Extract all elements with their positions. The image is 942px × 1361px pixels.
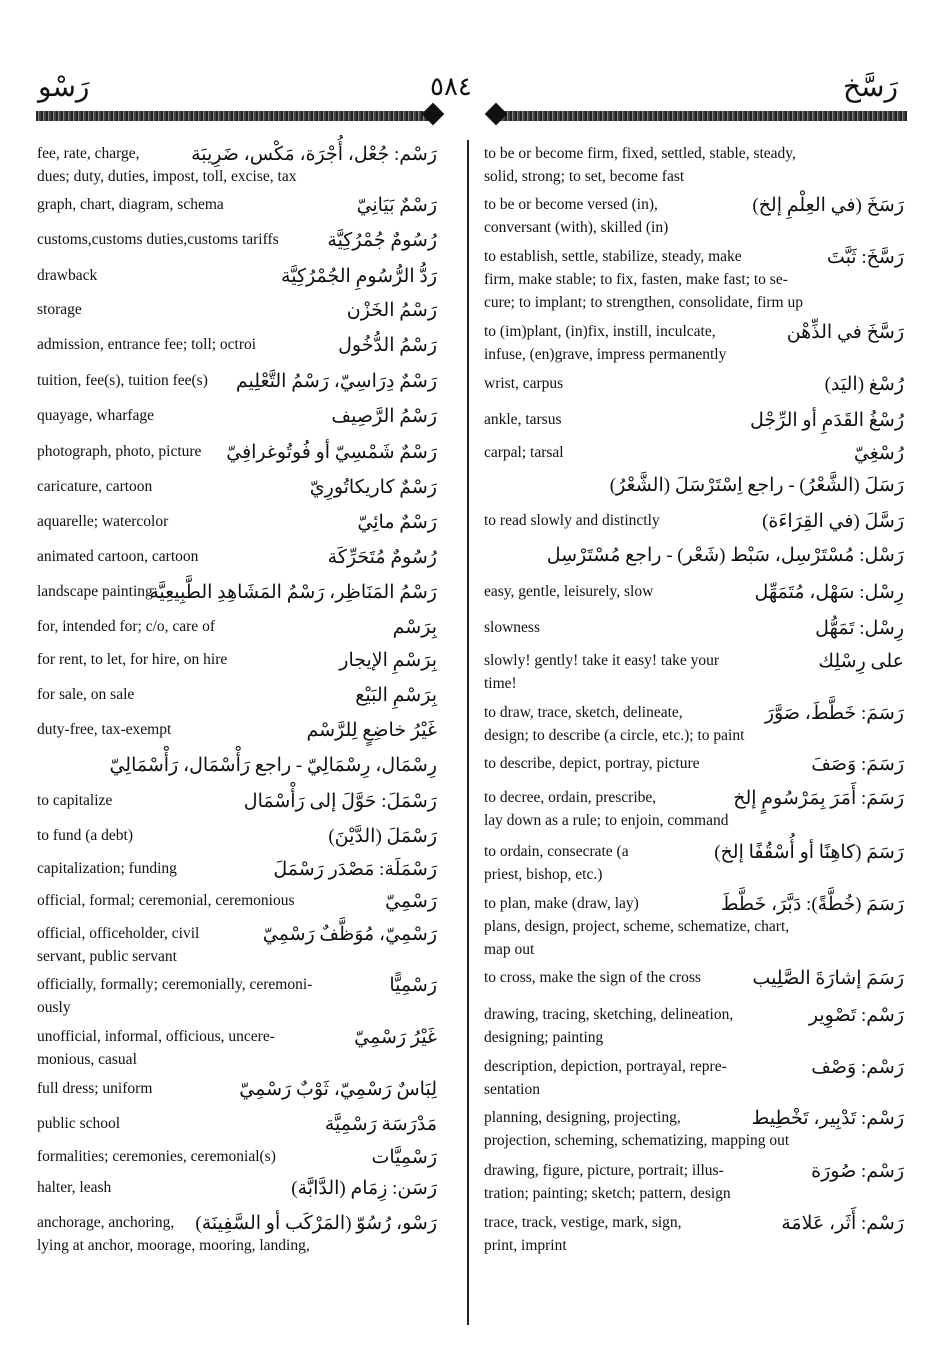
entry-english: drawing, figure, picture, portrait; illus- tration; painting; sketch; pattern, design	[484, 1162, 731, 1202]
entry-arabic: رَسْم: صُورَة	[811, 1161, 904, 1182]
entry-english: graph, chart, diagram, schema	[37, 196, 224, 213]
entry-english: capitalization; funding	[37, 860, 177, 877]
entry-english: carpal; tarsal	[484, 444, 564, 461]
entry-arabic: رَسْمَلَة: مَصْدَر رَسْمَلَ	[273, 859, 437, 880]
entry-english: to plan, make (draw, lay) plans, design, project, scheme, schematize, chart, map out	[484, 895, 790, 958]
entry-arabic: رُسْغِيّ	[853, 443, 904, 464]
entry-arabic: رُسُومٌ مُتَحَرِّكَة	[327, 547, 437, 568]
entry-english: halter, leash	[37, 1179, 112, 1196]
entry-english: slowness	[484, 619, 540, 636]
entry-arabic: بِرَسْم	[392, 617, 437, 638]
entry-arabic: رَسْمَلَ: حَوَّلَ إلى رَأْسْمَال	[243, 791, 437, 812]
entry-arabic: مَدْرَسَة رَسْمِيَّة	[324, 1114, 437, 1135]
entry-arabic: رَسْم: جُعْل، أُجْرَة، مَكْس، ضَرِيبَة	[191, 144, 437, 165]
entry-english: to capitalize	[37, 792, 113, 809]
entry-english: photograph, photo, picture	[37, 443, 202, 460]
entry-arabic: رَسْمٌ بَيَانِيّ	[356, 195, 437, 216]
entry-english: officially, formally; ceremonially, ceremoni- ously	[37, 976, 313, 1016]
entry-english: storage	[37, 301, 82, 318]
entry-arabic: رَسَمَ: خَطَّطَ، صَوَّرَ	[764, 703, 904, 724]
entry-english: anchorage, anchoring, lying at anchor, moorage, mooring, landing,	[37, 1214, 310, 1254]
entry-arabic: رَسْم: أَثَر، عَلامَة	[781, 1213, 904, 1234]
header-diamond-left	[422, 103, 445, 126]
entry-english: description, depiction, portrayal, repre- sentation	[484, 1058, 727, 1098]
entry-english: admission, entrance fee; toll; octroi	[37, 336, 257, 353]
entry-arabic: رَسْل: مُسْتَرْسِل، سَبْط (شَعْر) - راجع مُسْتَرْسِل	[546, 545, 904, 566]
entry-arabic: رَسْمُ الرَّصِيف	[331, 406, 437, 427]
entry-arabic: لِبَاسٌ رَسْمِيّ، ثَوْبٌ رَسْمِيّ	[239, 1079, 437, 1100]
entry-arabic: رِسْل: سَهْل، مُتَمَهِّل	[754, 582, 904, 603]
entry-english: full dress; uniform	[37, 1080, 153, 1097]
entry-arabic: رُسْغُ القَدَمِ أو الرِّجْل	[749, 410, 904, 431]
entry-arabic: رَسْمِيّ	[385, 891, 437, 912]
entry-english: wrist, carpus	[484, 375, 564, 392]
entry-arabic: رَسْمِيّ، مُوَظَّفٌ رَسْمِيّ	[262, 924, 437, 945]
entry-english: to establish, settle, stabilize, steady, make firm, make stable; to fix, fasten, make fast; to se- cure; to implant; to strengthen, consolidate, firm up	[484, 248, 803, 311]
entry-arabic: بِرَسْمِ البَيْع	[355, 685, 437, 706]
entry-arabic: رَسَمَ: أَمَرَ بِمَرْسُومٍ إلخ	[733, 788, 904, 809]
header-guide-word-left: رَسْو	[38, 72, 90, 103]
entry-arabic: رَسْم: تَصْوِير	[808, 1005, 904, 1026]
page-number: ٥٨٤	[430, 72, 472, 101]
entry-arabic: رَسَّخَ في الذِّهْن	[786, 322, 904, 343]
entry-english: to cross, make the sign of the cross	[484, 969, 701, 986]
entry-arabic: رَسْمُ الخَزْن	[346, 300, 437, 321]
entry-english: landscape painting	[37, 583, 153, 600]
entry-english: drawback	[37, 267, 98, 284]
entry-arabic: رُسْغ (اليَد)	[824, 374, 904, 395]
entry-arabic: رَسْمِيَّات	[371, 1147, 437, 1168]
entry-english: formalities; ceremonies, ceremonial(s)	[37, 1148, 276, 1165]
entry-english: for sale, on sale	[37, 686, 135, 703]
entry-arabic: رَسَمَ إشارَةَ الصَّلِيب	[752, 968, 904, 989]
entry-arabic: رَسْمٌ شَمْسِيّ أو فُوتُوغرافِيّ	[226, 442, 437, 463]
entry-english: to be or become versed (in), conversant (with), skilled (in)	[484, 196, 669, 236]
entry-arabic: رَسَلَ (الشَّعْرُ) - راجع اِسْتَرْسَلَ (الشَّعْرُ)	[609, 475, 904, 496]
entry-arabic: رَسَّخَ: ثَبَّتَ	[826, 247, 904, 268]
entry-english: planning, designing, projecting, projection, scheming, schematizing, mapping out	[484, 1109, 790, 1149]
entry-arabic: رَسْو، رُسُوّ (المَرْكَب أو السَّفِينَة)	[195, 1213, 437, 1234]
entry-english: tuition, fee(s), tuition fee(s)	[37, 372, 208, 389]
entry-english: fee, rate, charge, dues; duty, duties, impost, toll, excise, tax	[37, 145, 297, 185]
entry-english: official, formal; ceremonial, ceremonious	[37, 892, 295, 909]
entry-english: to draw, trace, sketch, delineate, design; to describe (a circle, etc.); to paint	[484, 704, 745, 744]
entry-english: caricature, cartoon	[37, 478, 153, 495]
entry-arabic: رَسْمَلَ (الدَّيْنَ)	[328, 826, 437, 847]
entry-arabic: رِسْمَال، رِسْمَالِيّ - راجع رَأْسْمَال، رَأْسْمَالِيّ	[109, 755, 437, 776]
header-guide-word-right: رَسَّخ	[842, 72, 898, 103]
header-diamond-right	[485, 103, 508, 126]
entry-arabic: رَسَمَ (خُطَّةً): دَبَّرَ، خَطَّطَ	[720, 894, 904, 915]
entry-english: quayage, wharfage	[37, 407, 155, 424]
entry-english: unofficial, informal, officious, uncere- monious, casual	[37, 1028, 275, 1068]
entry-arabic: رَسْمُ المَنَاظِر، رَسْمُ المَشَاهِدِ الطَّبِيعِيَّة	[149, 582, 437, 603]
entry-english: easy, gentle, leisurely, slow	[484, 583, 654, 600]
entry-arabic: رُسُومٌ جُمْرُكِيَّة	[327, 230, 437, 251]
entry-english: slowly! gently! take it easy! take your time!	[484, 652, 720, 692]
entry-english: to decree, ordain, prescribe, lay down as a rule; to enjoin, command	[484, 789, 729, 829]
entry-arabic: غَيْرُ رَسْمِيّ	[354, 1027, 437, 1048]
entry-english: for rent, to let, for hire, on hire	[37, 651, 228, 668]
entry-arabic: رَسْمٌ دِرَاسِيّ، رَسْمُ التَّعْلِيم	[235, 371, 437, 392]
entry-english: trace, track, vestige, mark, sign, print, imprint	[484, 1214, 682, 1254]
entry-arabic: غَيْرُ خاضِعٍ لِلرَّسْم	[306, 720, 437, 741]
entry-arabic: على رِسْلِك	[818, 651, 904, 672]
entry-english: for, intended for; c/o, care of	[37, 618, 215, 635]
entry-english: aquarelle; watercolor	[37, 513, 169, 530]
entry-english: to fund (a debt)	[37, 827, 133, 844]
entry-english: ankle, tarsus	[484, 411, 562, 428]
entry-english: to (im)plant, (in)fix, instill, inculcate, infuse, (en)grave, impress permanently	[484, 323, 727, 363]
entry-arabic: رَسْم: تَدْبِير، تَخْطِيط	[751, 1108, 904, 1129]
entry-arabic: رَسَن: زِمَام (الدَّابَّة)	[291, 1178, 437, 1199]
entry-english: duty-free, tax-exempt	[37, 721, 172, 738]
entry-english: public school	[37, 1115, 121, 1132]
entry-arabic: رَسَخَ (في العِلْمِ إلخ)	[752, 195, 904, 216]
entry-english: to ordain, consecrate (a priest, bishop, etc.)	[484, 843, 629, 883]
entry-arabic: رِسْل: تَمَهُّل	[815, 618, 904, 639]
entry-arabic: رَدُّ الرُّسُومِ الجُمْرُكِيَّة	[281, 266, 437, 287]
entry-english: to describe, depict, portray, picture	[484, 755, 700, 772]
header-rule-left	[36, 111, 434, 121]
entry-arabic: رَسْمُ الدُّخُول	[338, 335, 437, 356]
entry-arabic: رَسَّلَ (في القِرَاءَة)	[762, 511, 904, 532]
entry-english: customs,customs duties,customs tariffs	[37, 231, 279, 248]
entry-arabic: رَسَمَ (كاهِنًا أو أُسْقُفًا إلخ)	[714, 842, 904, 863]
entry-english: to be or become firm, fixed, settled, stable, steady, solid, strong; to set, become fast	[484, 145, 796, 185]
entry-english: animated cartoon, cartoon	[37, 548, 199, 565]
column-divider	[467, 140, 469, 1325]
entry-arabic: رَسْمِيًّا	[389, 975, 437, 996]
entry-arabic: رَسْمٌ كاريكاتُورِيّ	[309, 477, 437, 498]
entry-arabic: رَسْم: وَصْف	[811, 1057, 904, 1078]
entry-arabic: رَسْمٌ مائِيّ	[357, 512, 437, 533]
entry-arabic: بِرَسْمِ الإيجار	[339, 650, 437, 671]
entry-english: drawing, tracing, sketching, delineation, designing; painting	[484, 1006, 734, 1046]
header-rule-right	[495, 111, 907, 121]
entry-english: official, officeholder, civil servant, public servant	[37, 925, 200, 965]
entry-arabic: رَسَمَ: وَصَفَ	[811, 754, 904, 775]
entry-english: to read slowly and distinctly	[484, 512, 660, 529]
